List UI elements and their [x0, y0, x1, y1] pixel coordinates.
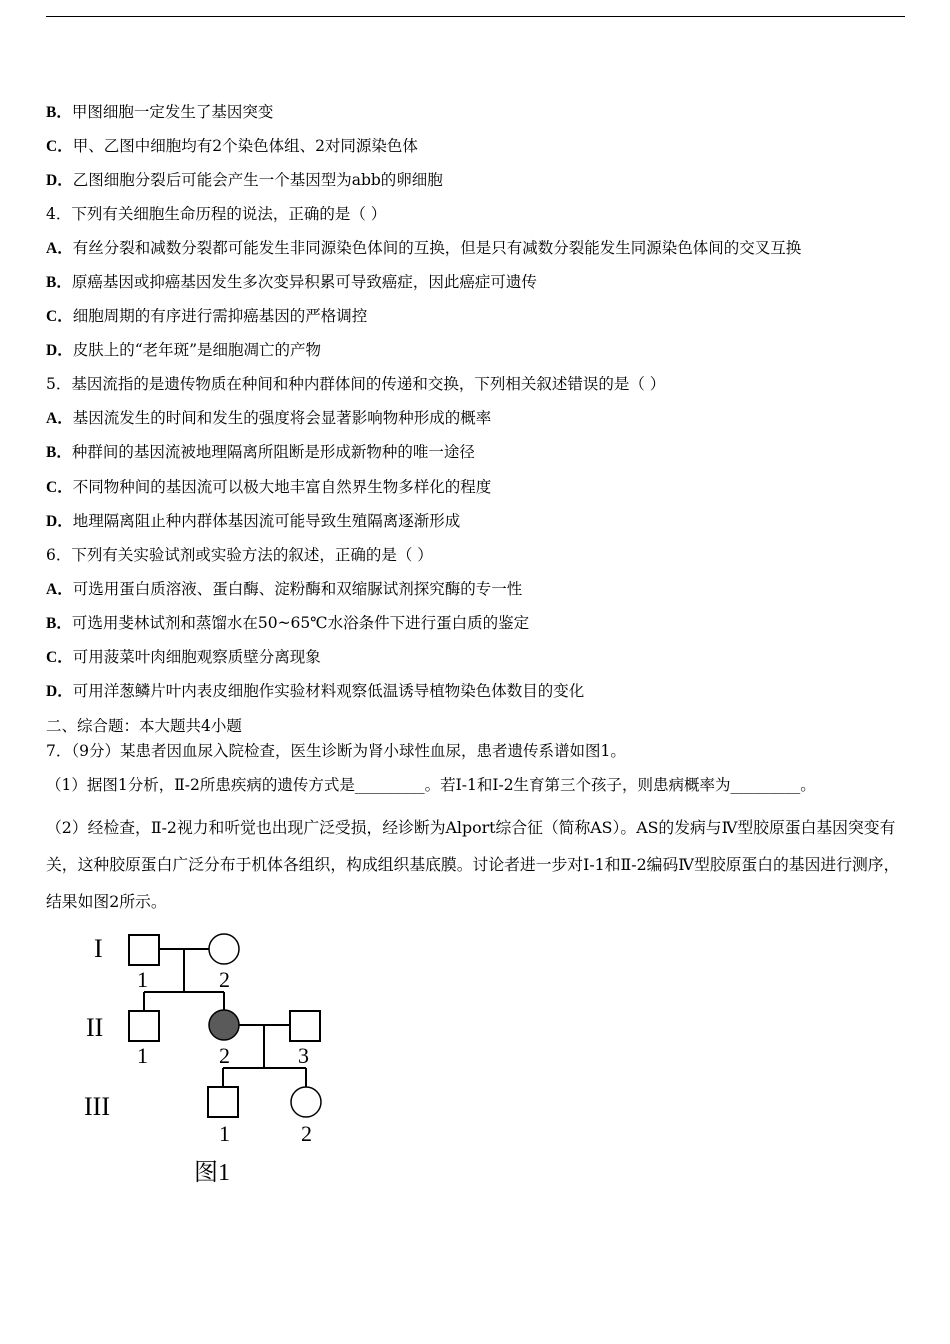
individual-number: 1: [219, 1121, 230, 1146]
option-label: A．: [46, 410, 73, 427]
option-line: [46, 136, 418, 157]
pedigree-figure: [76, 925, 336, 1195]
individual-number: 1: [137, 967, 148, 992]
generation-label: III: [84, 1092, 110, 1121]
option-label: D．: [46, 172, 73, 189]
generation-label: I: [94, 934, 103, 963]
section-title: 二、综合题：本大题共4小题: [46, 717, 242, 735]
top-rule: [46, 16, 905, 17]
option-label: B．: [46, 444, 72, 461]
question-7-part-2: （2）经检查，Ⅱ-2视力和听觉也出现广泛受损，经诊断为Alport综合征（简称AS）。AS的发病与Ⅳ型胶原蛋白基因突变有关，这种胶原蛋白广泛分布于机体各组织，构成组织基底膜。讨论者进一步对Ⅰ-1和Ⅱ-2编码Ⅳ型胶原蛋白的基因进行测序，结果如图2所示。: [46, 818, 900, 911]
option-text: 可用菠菜叶肉细胞观察质壁分离现象: [72, 648, 321, 666]
option-label: C．: [46, 479, 73, 496]
individual-number: 3: [298, 1043, 309, 1068]
option-text: 可选用斐林试剂和蒸馏水在50~65℃水浴条件下进行蛋白质的鉴定: [71, 614, 530, 632]
option-text: 基因流发生的时间和发生的强度将会显著影响物种形成的概率: [72, 409, 492, 427]
question-text: 下列有关实验试剂或实验方法的叙述，正确的是（ ）: [71, 546, 433, 564]
option-text: 乙图细胞分裂后可能会产生一个基因型为abb的卵细胞: [72, 171, 443, 189]
question-number: 4．: [46, 205, 72, 223]
option-label: B．: [46, 104, 72, 121]
option-line: [46, 579, 522, 600]
option-text: 甲图细胞一定发生了基因突变: [71, 103, 274, 121]
option-label: A．: [46, 240, 73, 257]
option-line: [46, 306, 367, 327]
option-text: 地理隔离阻止种内群体基因流可能导致生殖隔离逐渐形成: [72, 512, 461, 530]
individual-number: 1: [137, 1043, 148, 1068]
option-line: [46, 613, 529, 634]
option-label: C．: [46, 649, 73, 666]
generation-label: II: [86, 1013, 104, 1042]
individual-number: 2: [219, 1043, 230, 1068]
option-line: [46, 442, 475, 463]
option-line: [46, 477, 491, 498]
question-stem: [46, 374, 665, 394]
option-text: 可用洋葱鳞片叶内表皮细胞作实验材料观察低温诱导植物染色体数目的变化: [72, 682, 585, 700]
option-text: 皮肤上的“老年斑”是细胞凋亡的产物: [72, 341, 322, 359]
option-label: B．: [46, 274, 72, 291]
question-stem: [46, 545, 433, 565]
question-7-intro: 7．（9分）某患者因血尿入院检查，医生诊断为肾小球性血尿，患者遗传系谱如图1。: [46, 742, 626, 760]
male-symbol: [208, 1087, 238, 1117]
option-text: 可选用蛋白质溶液、蛋白酶、淀粉酶和双缩脲试剂探究酶的专一性: [72, 580, 523, 598]
figure-caption: 图1: [194, 1160, 230, 1186]
option-line: [46, 511, 460, 532]
individual-number: 2: [301, 1121, 312, 1146]
question-number: 6．: [46, 546, 72, 564]
option-label: D．: [46, 342, 73, 359]
male-symbol: [290, 1011, 320, 1041]
question-number: 5．: [46, 375, 72, 393]
question-text: 下列有关细胞生命历程的说法，正确的是（ ）: [71, 205, 387, 223]
option-text: 种群间的基因流被地理隔离所阻断是形成新物种的唯一途径: [71, 443, 475, 461]
question-stem: [46, 204, 386, 224]
option-text: 甲、乙图中细胞均有2个染色体组、2对同源染色体: [72, 137, 418, 155]
female-symbol: [209, 934, 239, 964]
option-label: B．: [46, 615, 72, 632]
option-text: 有丝分裂和减数分裂都可能发生非同源染色体间的互换，但是只有减数分裂能发生同源染色体间的交叉互换: [72, 239, 802, 257]
male-symbol: [129, 1011, 159, 1041]
affected-female-symbol: [209, 1010, 239, 1040]
option-text: 原癌基因或抑癌基因发生多次变异积累可导致癌症，因此癌症可遗传: [71, 273, 537, 291]
option-label: C．: [46, 138, 73, 155]
option-line: [46, 647, 321, 668]
question-7-part-1: （1）据图1分析，Ⅱ-2所患疾病的遗传方式是_________。若Ⅰ-1和Ⅰ-2生育第三个孩子，则患病概率为_________。: [46, 776, 816, 794]
option-line: [46, 340, 321, 361]
option-line: [46, 408, 491, 429]
option-label: D．: [46, 683, 73, 700]
option-line: [46, 272, 537, 293]
option-label: A．: [46, 581, 73, 598]
option-text: 不同物种间的基因流可以极大地丰富自然界生物多样化的程度: [72, 478, 492, 496]
option-text: 细胞周期的有序进行需抑癌基因的严格调控: [72, 307, 368, 325]
option-line: [46, 238, 801, 259]
option-label: D．: [46, 513, 73, 530]
question-text: 基因流指的是遗传物质在种间和种内群体间的传递和交换，下列相关叙述错误的是（ ）: [71, 375, 666, 393]
option-label: C．: [46, 308, 73, 325]
option-line: [46, 681, 584, 702]
option-line: [46, 102, 273, 123]
option-line: [46, 170, 443, 191]
male-symbol: [129, 935, 159, 965]
individual-number: 2: [219, 967, 230, 992]
female-symbol: [291, 1087, 321, 1117]
